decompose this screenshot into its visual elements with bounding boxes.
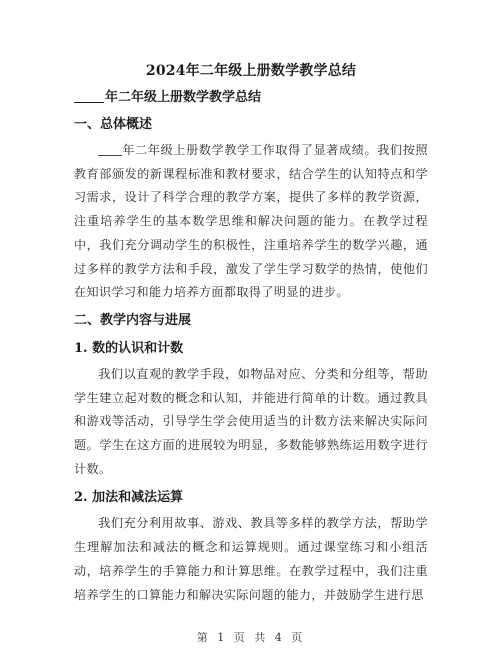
subsection-heading-counting: 1. 数的认识和计数 [74, 340, 184, 356]
overview-paragraph [74, 139, 428, 305]
document-body [74, 85, 428, 607]
subtitle-text: 年二年级上册数学教学总结 [105, 90, 262, 105]
overview-text: 年二年级上册数学教学工作取得了显著成绩。我们按照教育部颁发的新课程标准和教材要求，结合学生的认知特点和学习需求，设计了科学合理的教学方案，提供了多样的教学资源，注重培养学生的基本数学思维和解决问题的能力。在教学过程中，我们充分调动学生的积极性，注重培养学生的数学兴趣，通过多样的教学方法和手段，激发了学生学习数学的热情，使他们在知识学习和能力培养方面都取得了明显的进步。 [74, 143, 428, 300]
addition-paragraph: 我们充分利用故事、游戏、教具等多样的教学方法，帮助学生理解加法和减法的概念和运算规则。通过课堂练习和小组活动，培养学生的手算能力和计算思维。在教学过程中，我们注重培养学生的口算能力和解决实际问题的能力，并鼓励学生进行思 [74, 516, 428, 602]
page-footer: 第 1 页 共 4 页 [196, 631, 306, 644]
section-heading-content: 二、教学内容与进展 [74, 312, 192, 328]
section-heading-overview: 一、总体概述 [74, 117, 153, 132]
subsection-heading-addition: 2. 加法和减法运算 [74, 490, 184, 506]
counting-paragraph: 我们以直观的教学手段，如物品对应、分类和分组等，帮助学生建立起对数的概念和认知，并能进行简单的计数。通过教具和游戏等活动，引导学生学会使用适当的计数方法来解决实际问题。学生在这方面的进展较为明显，多数能够熟练运用数字进行计数。 [74, 366, 428, 476]
document-title: 2024年二年级上册数学教学总结 [145, 63, 357, 79]
year-blank [98, 142, 122, 156]
year-blank [74, 88, 104, 103]
document-subtitle [74, 85, 428, 111]
